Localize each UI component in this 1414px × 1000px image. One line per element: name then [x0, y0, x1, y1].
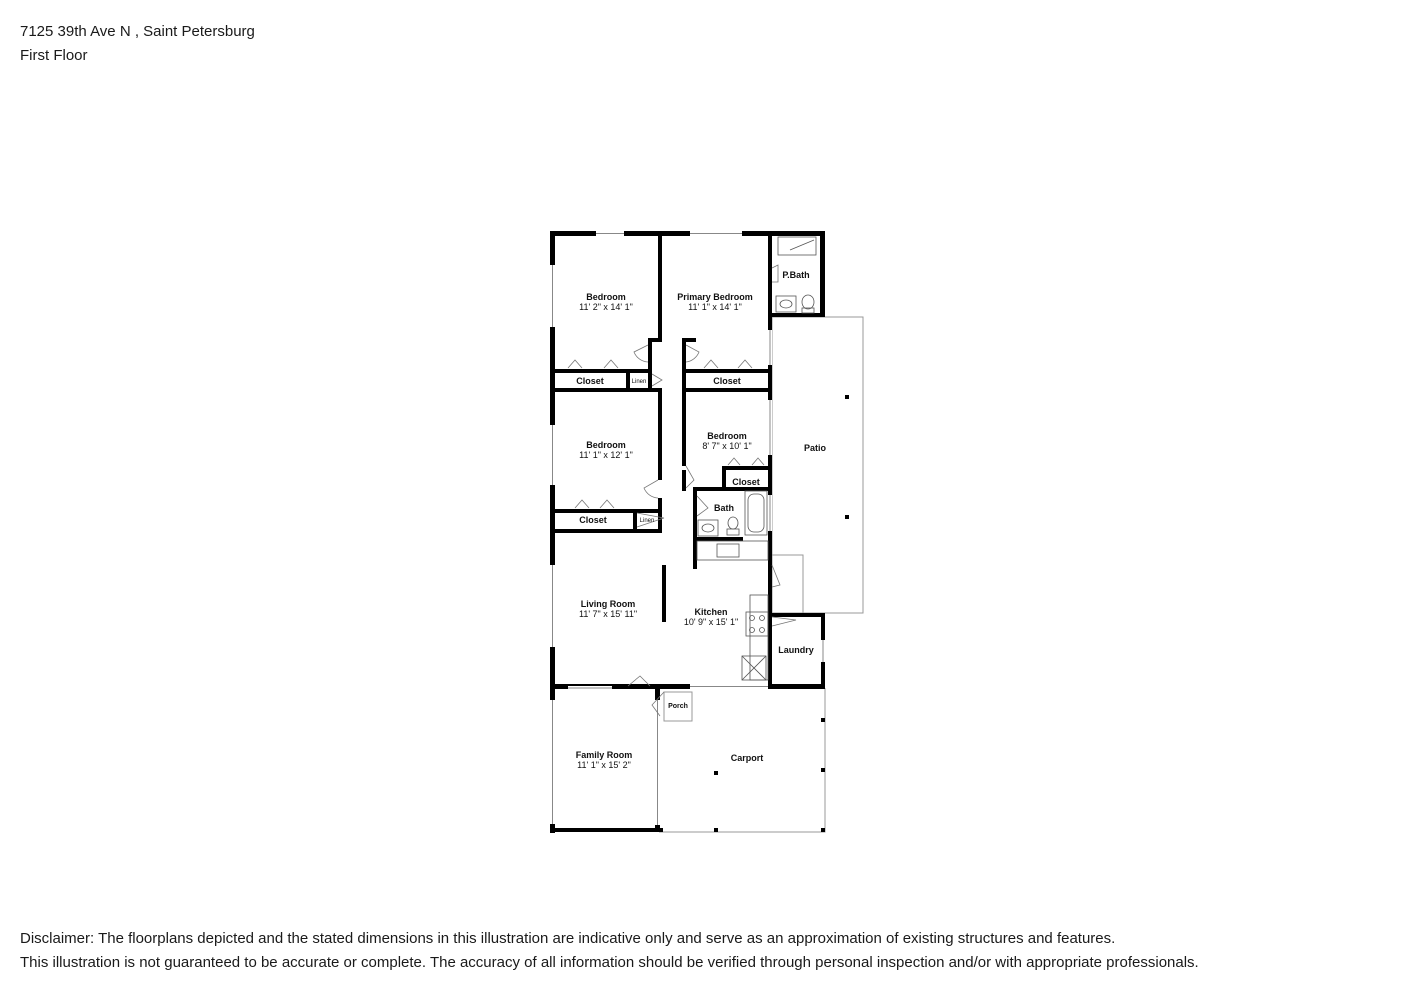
walls: [550, 231, 825, 833]
room-dims-bedroom: 11' 1" x 12' 1": [579, 450, 633, 460]
room-dims-bedroom: 11' 2" x 14' 1": [579, 302, 633, 312]
room-label-linen: Linen: [631, 379, 647, 385]
carport-post: [714, 828, 718, 832]
room-label-kitchen: Kitchen: [694, 607, 728, 617]
patio-post: [845, 395, 849, 399]
room-dims-kitchen: 10' 9" x 15' 1": [683, 617, 739, 627]
room-label-family-room: Family Room: [575, 750, 633, 760]
shower-fixture: [778, 237, 816, 255]
patio-area: [772, 317, 863, 613]
carport-post: [714, 771, 718, 775]
room-label-patio: Patio: [803, 443, 827, 453]
room-label-bath: Bath: [714, 503, 734, 513]
toilet-fixture: [802, 295, 814, 309]
disclaimer-line-1: Disclaimer: The floorplans depicted and the stated dimensions in this illustration are indicative only and serve as an approximation of existing structures and features.: [20, 930, 1116, 947]
room-label-pbath: P.Bath: [782, 270, 810, 280]
room-label-laundry: Laundry: [778, 645, 814, 655]
room-dims-family-room: 11' 1" x 15' 2": [577, 760, 631, 770]
room-label-bedroom: Bedroom: [586, 292, 626, 302]
address-title: 7125 39th Ave N , Saint Petersburg: [20, 23, 255, 40]
room-label-living-room: Living Room: [580, 599, 636, 609]
room-label-bedroom: Bedroom: [707, 431, 747, 441]
carport-post: [821, 768, 825, 772]
toilet-fixture: [728, 517, 738, 529]
room-dims-living-room: 11' 7" x 15' 11": [578, 609, 638, 619]
sink-fixture: [698, 520, 718, 536]
sink-fixture: [776, 296, 796, 312]
kitchen-sink: [717, 544, 739, 557]
room-label-carport: Carport: [730, 753, 764, 763]
room-label-closet: Closet: [576, 376, 604, 386]
carport-post: [821, 828, 825, 832]
patio-post: [845, 515, 849, 519]
room-dims-bedroom: 8' 7" x 10' 1": [702, 441, 752, 451]
room-label-porch: Porch: [668, 703, 688, 710]
windows: [550, 231, 825, 825]
disclaimer-line-2: This illustration is not guaranteed to be accurate or complete. The accuracy of all information should be verified through personal inspection and/or with appropriate professionals.: [20, 954, 1199, 971]
floor-label: First Floor: [20, 47, 88, 64]
stove: [746, 612, 768, 636]
room-label-bedroom: Bedroom: [586, 440, 626, 450]
carport-post: [821, 718, 825, 722]
room-label-closet: Closet: [713, 376, 741, 386]
room-label-closet: Closet: [732, 477, 760, 487]
room-label-linen: Linen: [639, 518, 655, 524]
room-label-closet: Closet: [579, 515, 607, 525]
room-dims-primary-bedroom: 11' 1" x 14' 1": [688, 302, 742, 312]
room-label-primary-bedroom: Primary Bedroom: [677, 292, 753, 302]
